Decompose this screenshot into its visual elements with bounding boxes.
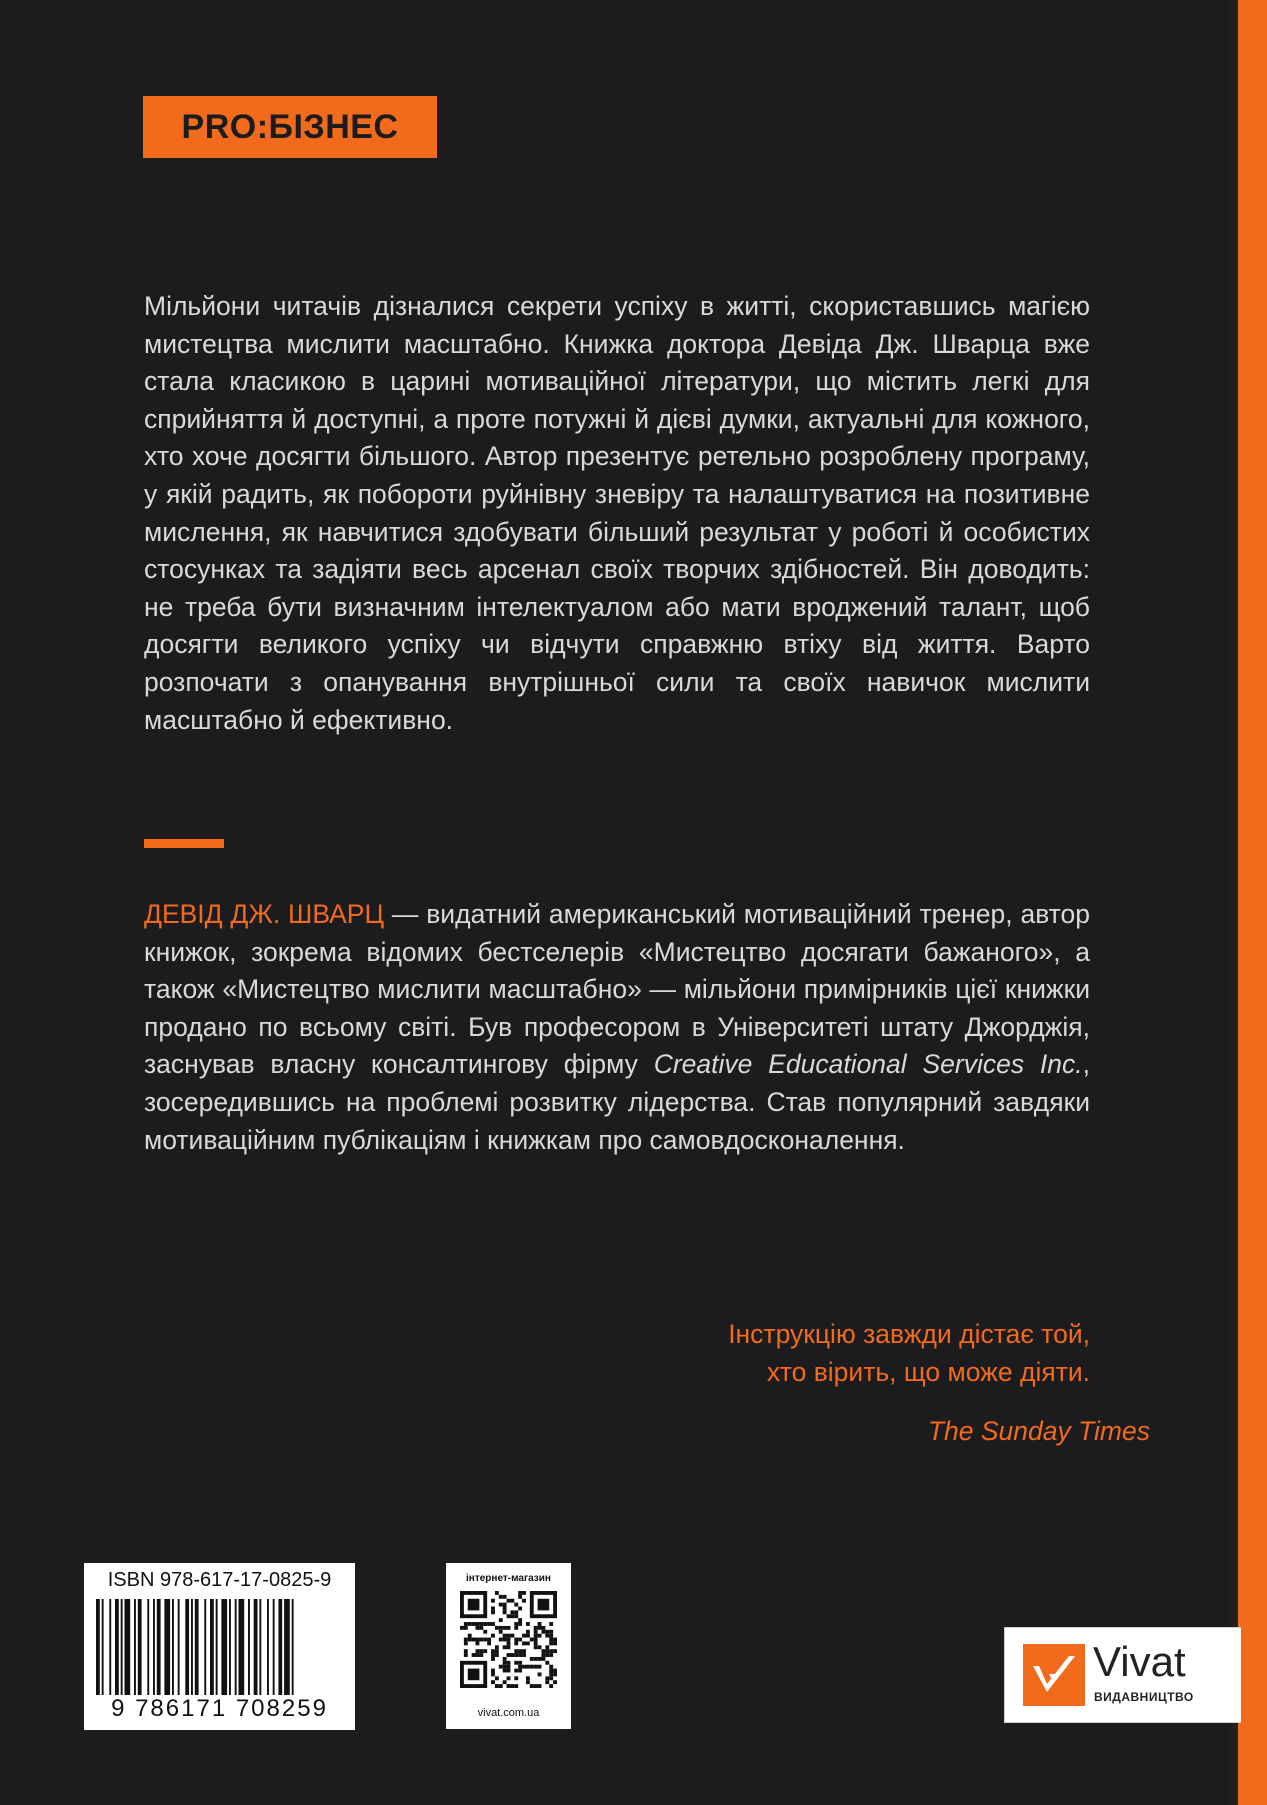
qr-module <box>472 1653 476 1657</box>
qr-module <box>518 1622 522 1626</box>
barcode-bar <box>195 1599 199 1695</box>
qr-module <box>491 1649 495 1653</box>
qr-module <box>510 1614 514 1618</box>
qr-module <box>510 1653 514 1657</box>
qr-module <box>522 1665 526 1669</box>
qr-module <box>476 1649 480 1653</box>
company-name: Creative Educational Services Inc. <box>653 1049 1083 1080</box>
qr-module <box>522 1599 526 1603</box>
barcode-bar <box>216 1599 218 1695</box>
qr-module <box>468 1599 480 1611</box>
qr-module <box>464 1641 468 1645</box>
barcode-number: 9 786171 708259 <box>111 1695 328 1722</box>
qr-module <box>507 1634 511 1638</box>
qr-module <box>514 1641 518 1645</box>
barcode-bar <box>221 1599 227 1695</box>
qr-module <box>479 1638 483 1642</box>
barcode-bar <box>273 1599 275 1695</box>
qr-module <box>526 1676 530 1680</box>
qr-module <box>503 1626 507 1630</box>
qr-module <box>514 1622 518 1626</box>
qr-module <box>503 1634 507 1638</box>
qr-module <box>526 1641 530 1645</box>
qr-module <box>514 1669 518 1673</box>
qr-module <box>518 1607 522 1611</box>
qr-module <box>507 1626 511 1630</box>
qr-module <box>538 1634 542 1638</box>
qr-module <box>507 1614 511 1618</box>
qr-module <box>538 1645 542 1649</box>
qr-module <box>549 1622 553 1626</box>
qr-module <box>476 1626 480 1630</box>
qr-module <box>503 1657 507 1661</box>
qr-module <box>495 1649 499 1653</box>
qr-module <box>534 1638 538 1642</box>
qr-module <box>526 1680 530 1684</box>
barcode-bar <box>102 1599 104 1695</box>
qr-module <box>538 1599 550 1611</box>
qr-module <box>541 1626 545 1630</box>
qr-module <box>483 1622 487 1626</box>
qr-module <box>538 1665 542 1669</box>
qr-module <box>468 1622 472 1626</box>
qr-module <box>545 1676 549 1680</box>
qr-module <box>495 1591 499 1595</box>
spine-shadow <box>1228 0 1238 1805</box>
qr-module <box>479 1622 483 1626</box>
qr-module <box>476 1653 480 1657</box>
qr-module <box>491 1657 495 1661</box>
qr-module <box>541 1653 545 1657</box>
publisher-subtitle: ВИДАВНИЦТВО <box>1094 1690 1194 1704</box>
qr-module <box>468 1634 472 1638</box>
author-name: ДЕВІД ДЖ. ШВАРЦ <box>144 899 385 929</box>
qr-module <box>472 1622 476 1626</box>
qr-module <box>545 1649 549 1653</box>
qr-module <box>487 1641 491 1645</box>
qr-module <box>495 1626 499 1630</box>
author-bio <box>144 896 1090 1159</box>
qr-module <box>522 1591 526 1595</box>
qr-module <box>510 1634 514 1638</box>
qr-module <box>541 1630 545 1634</box>
qr-module <box>549 1672 553 1676</box>
qr-module <box>479 1626 483 1630</box>
qr-module <box>549 1638 553 1642</box>
qr-module <box>514 1653 518 1657</box>
qr-module <box>507 1638 511 1642</box>
barcode-bar <box>185 1599 189 1695</box>
qr-module <box>518 1653 522 1657</box>
qr-module <box>553 1649 557 1653</box>
qr-module <box>479 1653 483 1657</box>
qr-module <box>499 1630 503 1634</box>
qr-module <box>514 1610 518 1614</box>
qr-module <box>538 1684 542 1688</box>
qr-module <box>538 1626 542 1630</box>
qr-module <box>507 1676 511 1680</box>
qr-module <box>518 1595 522 1599</box>
qr-module <box>545 1653 549 1657</box>
barcode-bar <box>121 1599 123 1695</box>
quote-line-1: Інструкцію завжди дістає той, <box>728 1319 1090 1349</box>
barcode-bar <box>138 1599 142 1695</box>
qr-module <box>510 1599 514 1603</box>
barcode-bar <box>210 1599 214 1695</box>
qr-code-icon <box>460 1591 557 1688</box>
qr-module <box>510 1610 514 1614</box>
qr-module <box>495 1645 499 1649</box>
qr-module <box>507 1661 511 1665</box>
barcode-bar <box>164 1599 170 1695</box>
qr-module <box>553 1641 557 1645</box>
qr-module <box>530 1657 534 1661</box>
qr-module <box>491 1669 495 1673</box>
qr-module <box>507 1645 511 1649</box>
qr-module <box>518 1669 522 1673</box>
qr-module <box>534 1634 538 1638</box>
qr-module <box>491 1599 495 1603</box>
barcode-bar <box>157 1599 161 1695</box>
qr-module <box>522 1641 526 1645</box>
qr-module <box>518 1661 522 1665</box>
qr-module <box>518 1638 522 1642</box>
qr-module <box>526 1634 530 1638</box>
qr-module <box>476 1641 480 1645</box>
qr-module <box>491 1634 495 1638</box>
qr-url: vivat.com.ua <box>477 1707 540 1719</box>
qr-module <box>503 1645 507 1649</box>
qr-module <box>510 1684 514 1688</box>
isbn-barcode <box>84 1563 355 1730</box>
qr-module <box>514 1638 518 1642</box>
qr-module <box>534 1626 538 1630</box>
qr-module <box>499 1618 503 1622</box>
qr-module <box>534 1657 538 1661</box>
qr-module <box>514 1684 518 1688</box>
qr-module <box>507 1599 511 1603</box>
qr-module <box>507 1665 511 1669</box>
qr-module <box>487 1638 491 1642</box>
qr-module <box>468 1669 480 1681</box>
qr-module <box>514 1626 518 1630</box>
qr-module <box>503 1610 507 1614</box>
qr-module <box>545 1630 549 1634</box>
qr-module <box>491 1610 495 1614</box>
qr-module <box>553 1669 557 1673</box>
qr-module <box>514 1676 518 1680</box>
qr-module <box>514 1614 518 1618</box>
book-description: Мільйони читачів дізналися секрети успіху в житті, скориставшись магією мистецтва мислити масштабно. Книжка доктора Девіда Дж. Шварца вже стала класикою в царині мотиваційної літератури, що містить легкі для сприйняття й доступні, а проте потужні й дієві думки, актуальні для кожного, хто хоче досягти більшого. Автор презентує ретельно розроблену програму, у якій радить, як побороти руйнівну зневіру та налаштуватися на позитивне мислення, як навчитися здобувати більший результат у роботі й особистих стосунках та задіяти весь арсенал своїх творчих здібностей. Він доводить: не треба бути визначним інтелектуалом або мати вроджений талант, щоб досягти великого успіху чи відчути справжню втіху від життя. Варто розпочати з опанування внутрішньої сили та своїх навичок мислити масштабно й ефективно. <box>144 291 1090 735</box>
qr-module <box>549 1630 553 1634</box>
barcode-bar <box>134 1599 136 1695</box>
qr-module <box>549 1649 553 1653</box>
series-label: PRO:БІЗНЕС <box>143 96 437 158</box>
qr-module <box>514 1603 518 1607</box>
qr-module <box>553 1672 557 1676</box>
qr-module <box>549 1676 553 1680</box>
qr-module <box>545 1680 549 1684</box>
qr-module <box>491 1607 495 1611</box>
barcode-bar <box>248 1599 250 1695</box>
qr-module <box>522 1653 526 1657</box>
qr-module <box>549 1669 553 1673</box>
qr-label: інтернет-магазин <box>466 1573 551 1584</box>
barcode-bar <box>191 1599 193 1695</box>
qr-module <box>499 1638 503 1642</box>
barcode-bar <box>229 1599 231 1695</box>
barcode-bar <box>284 1599 290 1695</box>
qr-module <box>472 1638 476 1642</box>
barcode-bars <box>96 1599 343 1695</box>
qr-module <box>503 1595 507 1599</box>
qr-module <box>530 1684 534 1688</box>
qr-module <box>503 1603 507 1607</box>
qr-module <box>538 1672 542 1676</box>
qr-module <box>499 1595 503 1599</box>
qr-module <box>507 1684 511 1688</box>
qr-module <box>526 1665 530 1669</box>
qr-module <box>538 1622 542 1626</box>
qr-code-block[interactable] <box>446 1563 571 1729</box>
quote-source: The Sunday Times <box>927 1416 1150 1446</box>
qr-module <box>507 1653 511 1657</box>
qr-module <box>487 1622 491 1626</box>
qr-module <box>541 1657 545 1661</box>
bio-text-1: — видатний американський мотиваційний тренер, автор книжок, зокрема відомих бестселерів «Мистецтво досягати бажаного», а також «Мистецтво мислити масштабно» — мільйони примірників цієї книжки продано по всьому світі. Був професором в Університеті штату Джорджія, заснував власну консалтингову фірму <box>144 899 1091 1080</box>
qr-module <box>545 1661 549 1665</box>
qr-module <box>534 1641 538 1645</box>
qr-module <box>541 1649 545 1653</box>
qr-module <box>549 1641 553 1645</box>
qr-module <box>491 1680 495 1684</box>
qr-module <box>545 1634 549 1638</box>
barcode-bar <box>239 1599 245 1695</box>
barcode-bar <box>153 1599 155 1695</box>
qr-module <box>507 1669 511 1673</box>
qr-module <box>491 1672 495 1676</box>
qr-module <box>491 1653 495 1657</box>
qr-module <box>476 1638 480 1642</box>
qr-module <box>499 1603 503 1607</box>
qr-module <box>534 1645 538 1649</box>
qr-module <box>549 1665 553 1669</box>
qr-module <box>479 1649 483 1653</box>
qr-module <box>483 1630 487 1634</box>
qr-module <box>503 1665 507 1669</box>
qr-module <box>464 1653 468 1657</box>
qr-module <box>534 1665 538 1669</box>
qr-module <box>534 1630 538 1634</box>
publisher-name: Vivat <box>1093 1638 1186 1685</box>
qr-module <box>549 1684 553 1688</box>
qr-module <box>553 1680 557 1684</box>
orange-divider <box>144 839 224 848</box>
qr-module <box>514 1649 518 1653</box>
barcode-bar <box>292 1599 294 1695</box>
qr-module <box>514 1661 518 1665</box>
qr-module <box>464 1638 468 1642</box>
barcode-bar <box>204 1599 206 1695</box>
barcode-bar <box>109 1599 111 1695</box>
barcode-bar <box>147 1599 149 1695</box>
qr-module <box>491 1622 495 1626</box>
barcode-bar <box>259 1599 261 1695</box>
qr-module <box>495 1684 499 1688</box>
barcode-bar <box>115 1599 119 1695</box>
qr-module <box>468 1638 472 1642</box>
qr-module <box>503 1680 507 1684</box>
barcode-bar <box>172 1599 174 1695</box>
publisher-logo <box>1004 1627 1241 1723</box>
qr-module <box>460 1626 464 1630</box>
qr-module <box>476 1622 480 1626</box>
qr-module <box>530 1638 534 1642</box>
orange-spine <box>1238 0 1267 1805</box>
bio-text-2: , зосередившись на проблемі розвитку лідерства. Став популярний завдяки мотиваційним публікаціям і книжкам про самовдосконалення. <box>144 1049 1090 1155</box>
qr-module <box>483 1649 487 1653</box>
qr-module <box>495 1653 499 1657</box>
qr-module <box>503 1638 507 1642</box>
qr-module <box>522 1649 526 1653</box>
qr-module <box>503 1661 507 1665</box>
qr-module <box>464 1622 468 1626</box>
qr-module <box>495 1676 499 1680</box>
barcode-bar <box>254 1599 258 1695</box>
qr-module <box>518 1665 522 1669</box>
qr-module <box>534 1684 538 1688</box>
qr-module <box>483 1638 487 1642</box>
qr-module <box>530 1665 534 1669</box>
qr-module <box>553 1638 557 1642</box>
barcode-bar <box>278 1599 282 1695</box>
qr-module <box>507 1641 511 1645</box>
qr-module <box>526 1622 530 1626</box>
qr-module <box>526 1630 530 1634</box>
barcode-bar <box>267 1599 269 1695</box>
qr-module <box>499 1665 503 1669</box>
barcode-bar <box>125 1599 131 1695</box>
qr-module <box>464 1626 468 1630</box>
qr-module <box>549 1634 553 1638</box>
qr-module <box>503 1669 507 1673</box>
qr-module <box>545 1645 549 1649</box>
qr-module <box>522 1634 526 1638</box>
barcode-bar <box>96 1599 100 1695</box>
quote <box>600 1316 1090 1391</box>
isbn-label: ISBN 978-617-17-0825-9 <box>107 1569 332 1591</box>
qr-module <box>518 1618 522 1622</box>
qr-module <box>549 1653 553 1657</box>
qr-module <box>464 1649 468 1653</box>
qr-module <box>518 1649 522 1653</box>
qr-module <box>503 1607 507 1611</box>
barcode-bar <box>178 1599 180 1695</box>
qr-module <box>538 1657 542 1661</box>
qr-module <box>499 1684 503 1688</box>
quote-line-2: хто вірить, що може діяти. <box>766 1356 1090 1387</box>
qr-module <box>518 1591 522 1595</box>
barcode-bar <box>235 1599 237 1695</box>
vivat-logo-icon <box>1023 1644 1085 1706</box>
qr-module <box>499 1626 503 1630</box>
